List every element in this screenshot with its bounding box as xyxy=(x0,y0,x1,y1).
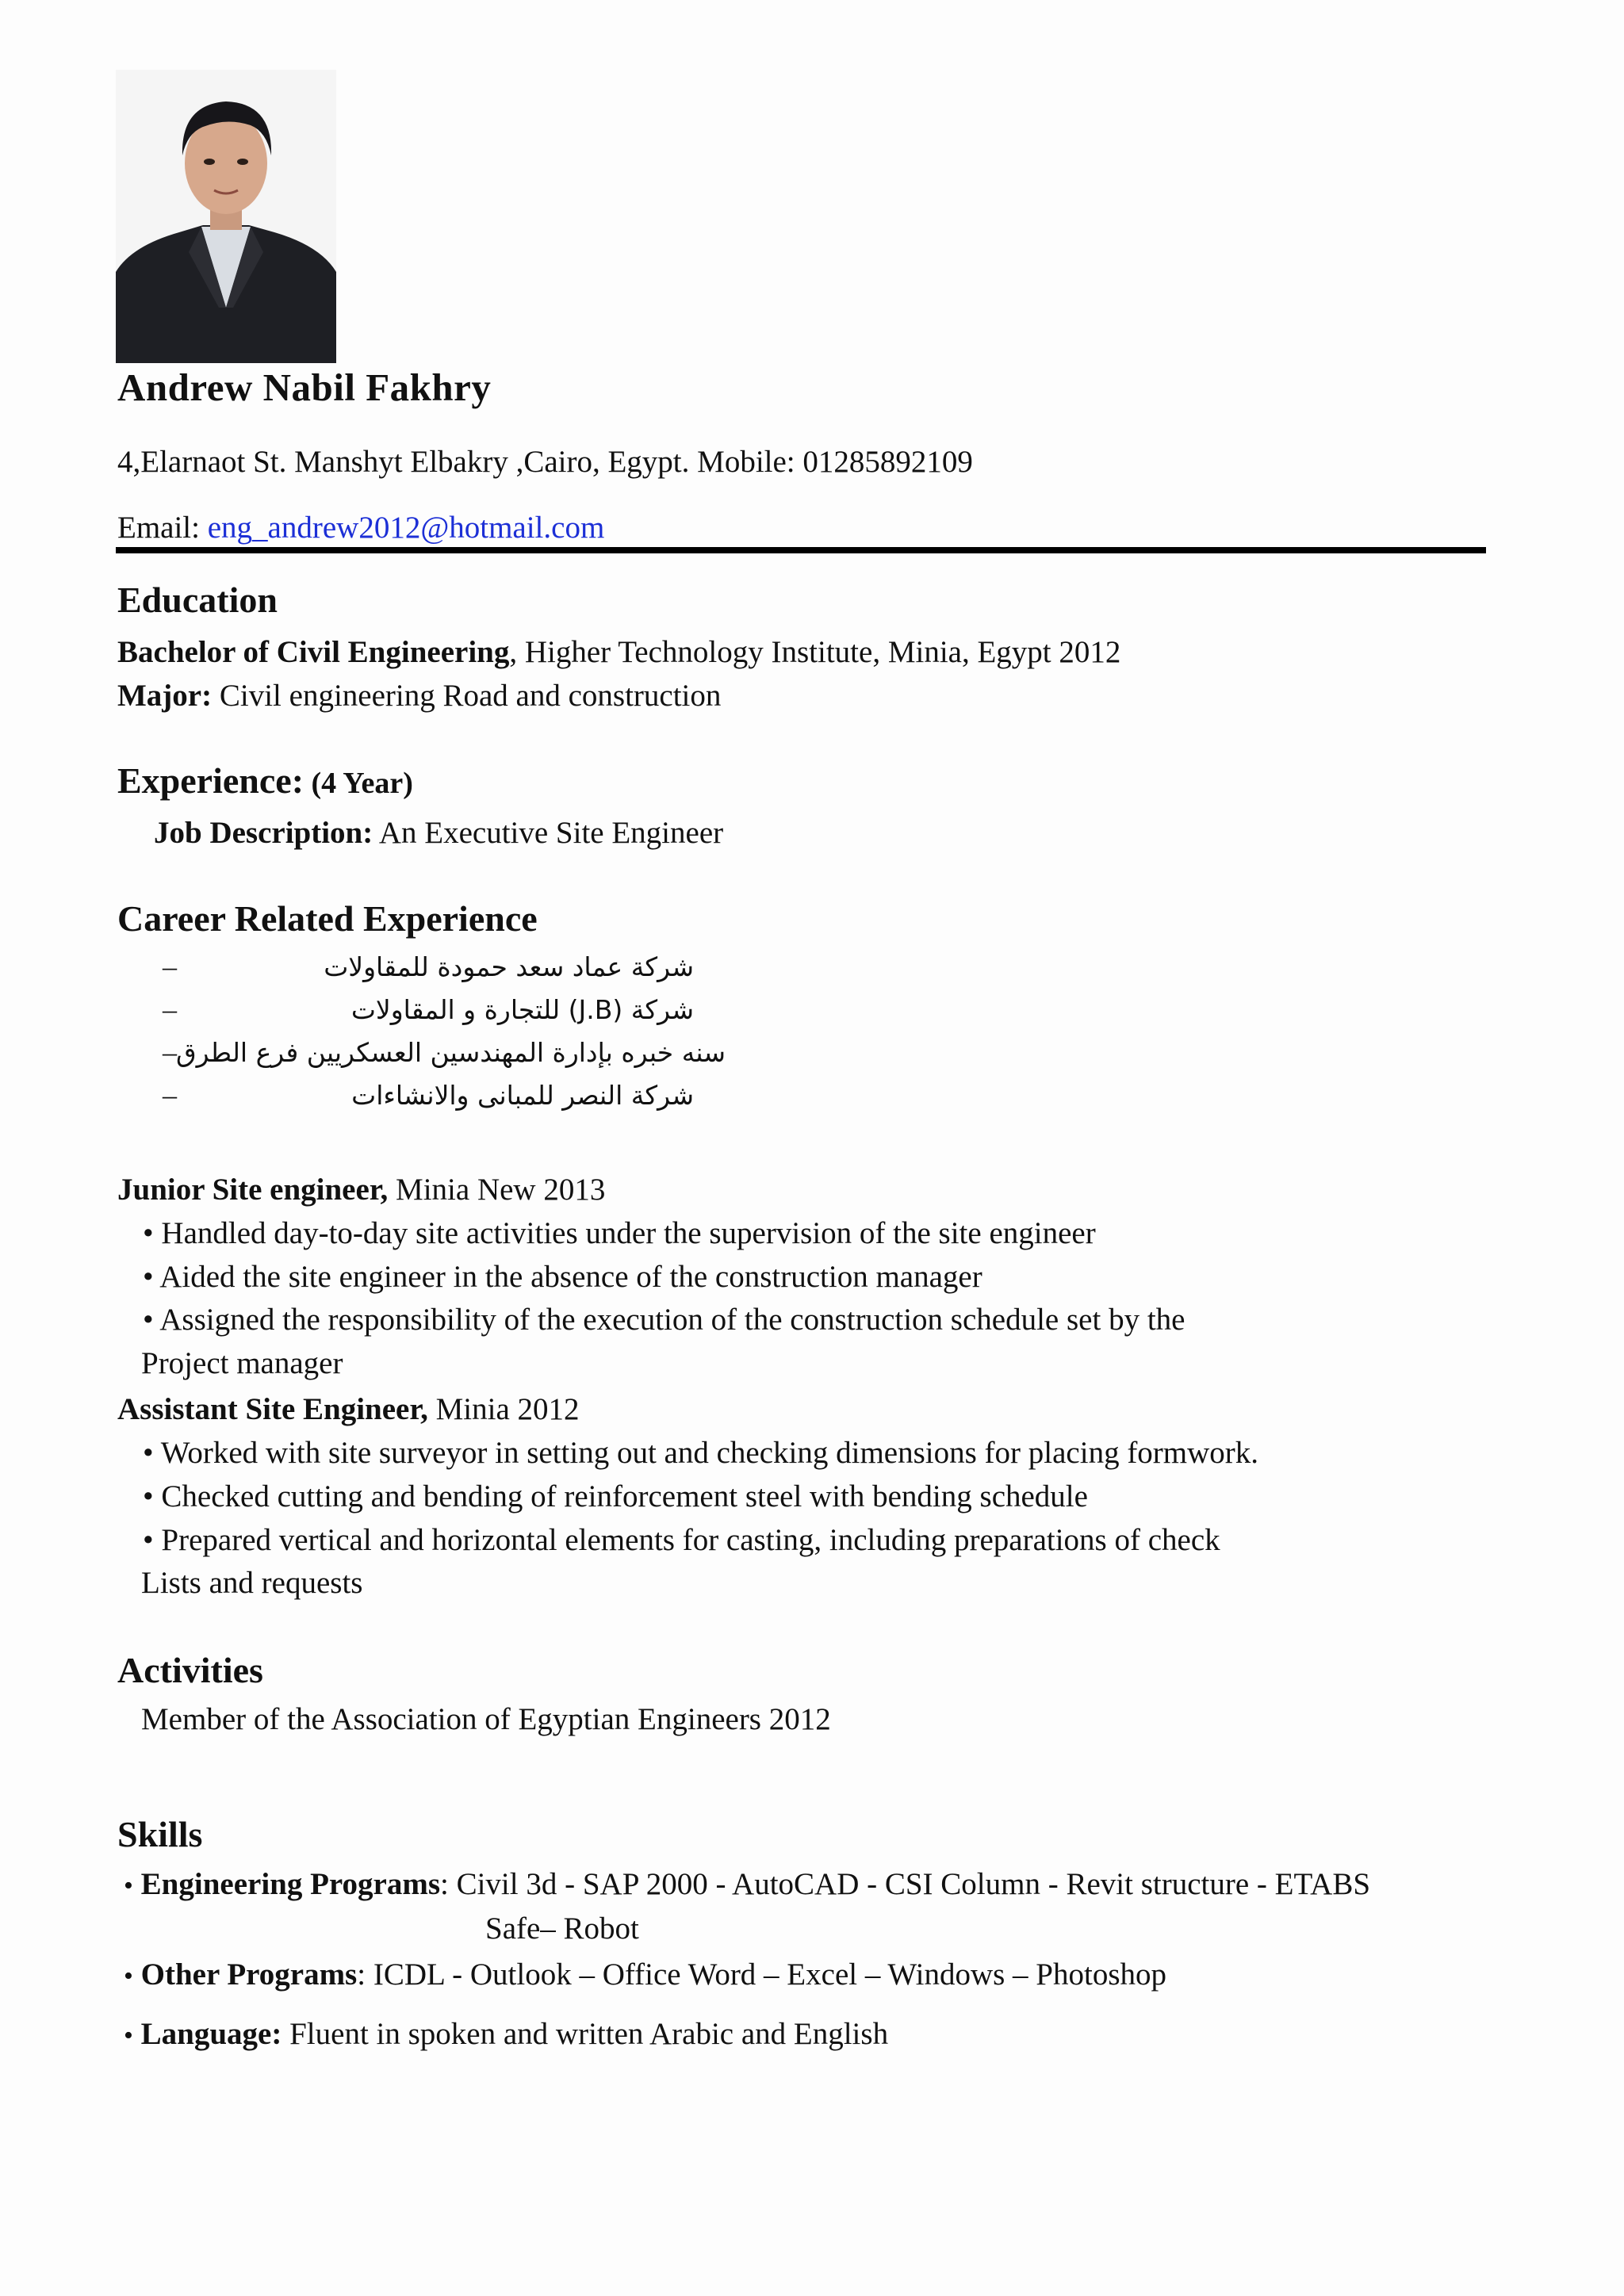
skill-engineering-label: Engineering Programs xyxy=(140,1867,440,1901)
career-item-text: سنه خبره بإدارة المهندسين العسكريين فرع الطرق xyxy=(176,1037,726,1068)
skill-language-line xyxy=(124,2016,888,2052)
job-description-value: An Executive Site Engineer xyxy=(373,816,724,850)
job-bullet: • Aided the site engineer in the absence of the construction manager xyxy=(143,1260,982,1294)
full-name: Andrew Nabil Fakhry xyxy=(117,365,492,409)
career-item xyxy=(163,1035,726,1070)
career-item-text: شركة النصر للمبانى والانشاءات xyxy=(351,1080,694,1111)
skill-engineering-line xyxy=(124,1866,1370,1902)
profile-photo xyxy=(116,70,336,363)
job-bullet-continuation: Project manager xyxy=(141,1346,343,1380)
job-description-label: Job Description: xyxy=(154,816,373,850)
experience-heading: Experience: xyxy=(117,760,304,801)
job-title-line xyxy=(117,1172,605,1207)
major-value: Civil engineering Road and construction xyxy=(212,679,722,713)
avatar-portrait-image xyxy=(116,70,336,363)
career-item-text: شركة (J.B) للتجارة و المقاولات xyxy=(350,994,694,1025)
skill-language-value: Fluent in spoken and written Arabic and English xyxy=(282,2017,889,2051)
bullet-icon: • xyxy=(124,1961,133,1991)
job-description-line xyxy=(154,815,723,851)
job-title-line xyxy=(117,1391,580,1427)
email-line xyxy=(117,510,604,545)
job-bullet: • Prepared vertical and horizontal elements for casting, including preparations of check xyxy=(143,1523,1220,1557)
career-heading: Career Related Experience xyxy=(117,898,538,939)
skill-language-label: Language: xyxy=(140,2017,282,2051)
skill-other-line xyxy=(124,1957,1166,1992)
career-item-dash: – xyxy=(163,951,177,982)
education-heading: Education xyxy=(117,580,278,620)
career-item xyxy=(163,1078,718,1113)
skill-other-label: Other Programs xyxy=(140,1957,358,1992)
email-link[interactable]: eng_andrew2012@hotmail.com xyxy=(207,511,605,545)
experience-heading-line xyxy=(117,760,413,802)
activities-text: Member of the Association of Egyptian Engineers 2012 xyxy=(141,1702,831,1736)
degree-details: , Higher Technology Institute, Minia, Egypt 2012 xyxy=(509,635,1121,669)
email-label: Email: xyxy=(117,511,200,545)
career-item-dash: – xyxy=(163,993,177,1025)
job-bullet: • Worked with site surveyor in setting out and checking dimensions for placing formwork. xyxy=(143,1436,1259,1470)
career-item-text: شركة عماد سعد حمودة للمقاولات xyxy=(324,951,694,982)
skills-heading: Skills xyxy=(117,1814,203,1854)
career-item xyxy=(163,993,718,1027)
skill-engineering-value: : Civil 3d - SAP 2000 - AutoCAD - CSI Column - Revit structure - ETABS xyxy=(440,1867,1371,1901)
header-divider xyxy=(116,547,1486,553)
skill-other-value: : ICDL - Outlook – Office Word – Excel – Windows – Photoshop xyxy=(357,1957,1167,1992)
experience-years: (4 Year) xyxy=(304,767,413,800)
degree-line xyxy=(117,634,1120,670)
job-bullet: • Checked cutting and bending of reinforcement steel with bending schedule xyxy=(143,1479,1088,1513)
major-label: Major: xyxy=(117,679,213,713)
job-title: Junior Site engineer, xyxy=(117,1173,389,1207)
job-bullet-continuation: Lists and requests xyxy=(141,1566,363,1600)
career-item-dash: – xyxy=(163,1036,177,1068)
skill-engineering-continuation: Safe– Robot xyxy=(485,1911,639,1946)
address-line: 4,Elarnaot St. Manshyt Elbakry ,Cairo, Egypt. Mobile: 01285892109 xyxy=(117,445,973,479)
career-item-dash: – xyxy=(163,1079,177,1111)
bullet-icon: • xyxy=(124,1871,133,1900)
job-title: Assistant Site Engineer, xyxy=(117,1392,428,1426)
job-bullet: • Handled day-to-day site activities under the supervision of the site engineer xyxy=(143,1216,1096,1250)
degree-title: Bachelor of Civil Engineering xyxy=(117,635,510,669)
career-item xyxy=(163,950,718,985)
bullet-icon: • xyxy=(124,2021,133,2050)
major-line xyxy=(117,678,721,714)
job-place: Minia 2012 xyxy=(427,1392,580,1426)
job-bullet: • Assigned the responsibility of the execution of the construction schedule set by the xyxy=(143,1303,1185,1337)
job-place: Minia New 2013 xyxy=(388,1173,606,1207)
activities-heading: Activities xyxy=(117,1650,263,1690)
